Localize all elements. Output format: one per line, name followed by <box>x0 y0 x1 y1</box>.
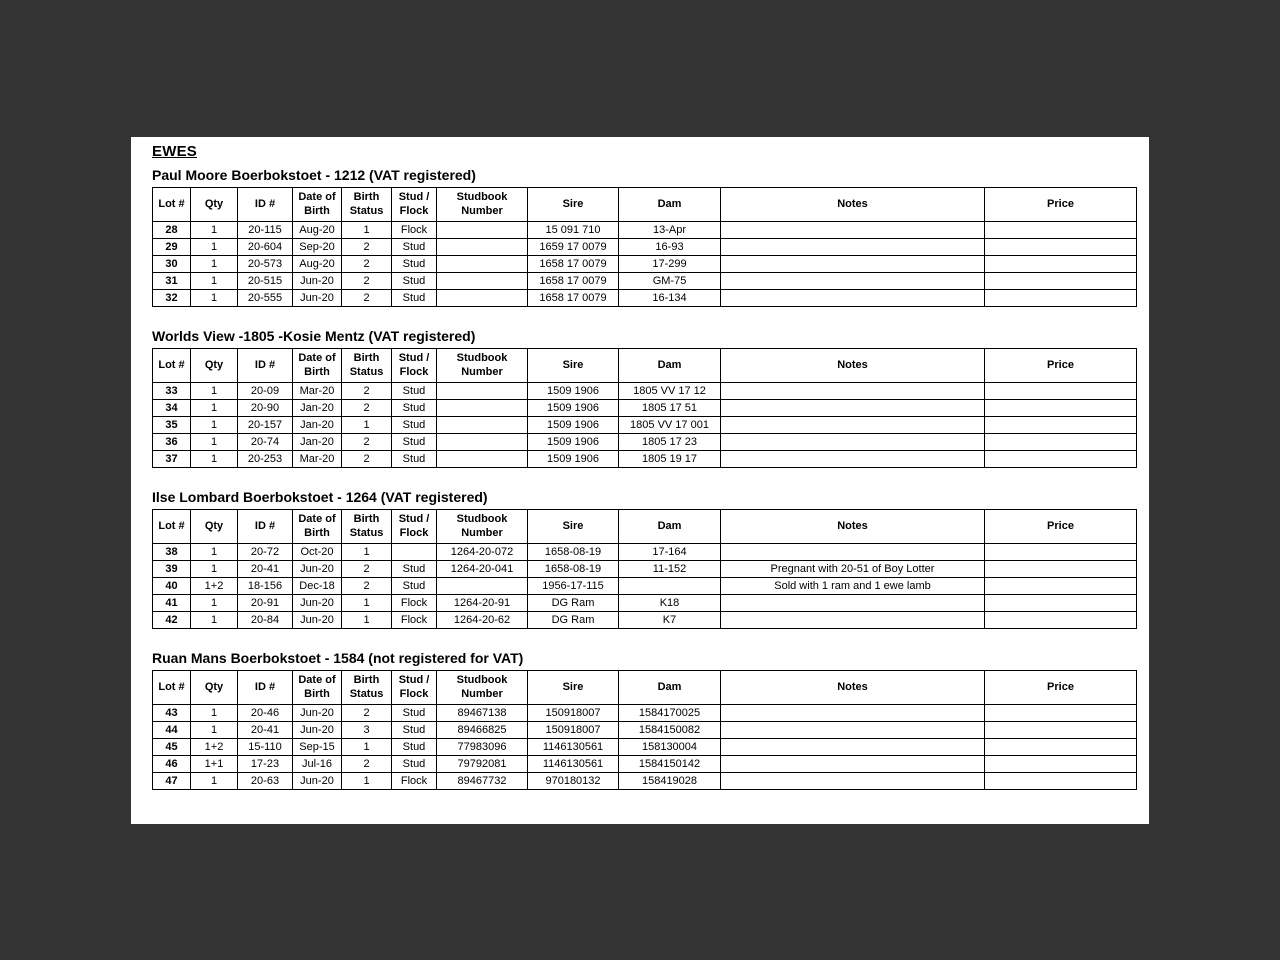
cell-id: 20-74 <box>238 434 293 451</box>
column-header-id: ID # <box>238 510 293 544</box>
cell-birth-status: 2 <box>342 561 392 578</box>
lot-table <box>152 670 1137 790</box>
cell-qty: 1+1 <box>191 756 238 773</box>
column-header-price: Price <box>985 188 1137 222</box>
cell-notes <box>721 739 985 756</box>
cell-lot: 41 <box>153 595 191 612</box>
column-header-stud-flock: Stud / Flock <box>392 510 437 544</box>
cell-notes <box>721 383 985 400</box>
column-header-birth-status: Birth Status <box>342 671 392 705</box>
cell-notes <box>721 290 985 307</box>
cell-dob: Jun-20 <box>293 290 342 307</box>
cell-price <box>985 773 1137 790</box>
cell-studbook: 1264-20-041 <box>437 561 528 578</box>
cell-notes: Sold with 1 ram and 1 ewe lamb <box>721 578 985 595</box>
column-header-qty: Qty <box>191 671 238 705</box>
cell-id: 20-63 <box>238 773 293 790</box>
cell-notes: Pregnant with 20-51 of Boy Lotter <box>721 561 985 578</box>
cell-notes <box>721 256 985 273</box>
cell-notes <box>721 722 985 739</box>
cell-qty: 1 <box>191 222 238 239</box>
cell-sire: DG Ram <box>528 595 619 612</box>
cell-lot: 34 <box>153 400 191 417</box>
column-header-notes: Notes <box>721 188 985 222</box>
cell-dam: K18 <box>619 595 721 612</box>
cell-price <box>985 417 1137 434</box>
column-header-lot: Lot # <box>153 671 191 705</box>
cell-dob: Aug-20 <box>293 256 342 273</box>
cell-birth-status: 1 <box>342 739 392 756</box>
cell-dob: Jul-16 <box>293 756 342 773</box>
cell-birth-status: 2 <box>342 578 392 595</box>
cell-notes <box>721 239 985 256</box>
cell-dob: Mar-20 <box>293 451 342 468</box>
cell-stud-flock: Stud <box>392 451 437 468</box>
cell-qty: 1 <box>191 612 238 629</box>
cell-price <box>985 722 1137 739</box>
cell-id: 20-90 <box>238 400 293 417</box>
cell-studbook <box>437 417 528 434</box>
page-title: EWES <box>152 143 197 160</box>
cell-birth-status: 2 <box>342 290 392 307</box>
cell-qty: 1 <box>191 239 238 256</box>
cell-lot: 36 <box>153 434 191 451</box>
cell-dam: K7 <box>619 612 721 629</box>
cell-price <box>985 256 1137 273</box>
cell-sire: 15 091 710 <box>528 222 619 239</box>
column-header-sire: Sire <box>528 188 619 222</box>
cell-id: 20-84 <box>238 612 293 629</box>
cell-dam: 1805 VV 17 001 <box>619 417 721 434</box>
cell-dam: 1805 17 51 <box>619 400 721 417</box>
cell-qty: 1 <box>191 400 238 417</box>
cell-sire: 150918007 <box>528 705 619 722</box>
column-header-id: ID # <box>238 671 293 705</box>
cell-dob: Dec-18 <box>293 578 342 595</box>
cell-dam: 17-164 <box>619 544 721 561</box>
column-header-lot: Lot # <box>153 349 191 383</box>
cell-price <box>985 561 1137 578</box>
column-header-id: ID # <box>238 349 293 383</box>
cell-studbook <box>437 256 528 273</box>
cell-price <box>985 612 1137 629</box>
cell-birth-status: 1 <box>342 595 392 612</box>
cell-lot: 37 <box>153 451 191 468</box>
cell-price <box>985 239 1137 256</box>
table-row <box>153 383 1137 400</box>
cell-notes <box>721 417 985 434</box>
cell-id: 20-41 <box>238 561 293 578</box>
cell-dob: Sep-15 <box>293 739 342 756</box>
column-header-dam: Dam <box>619 188 721 222</box>
cell-birth-status: 1 <box>342 612 392 629</box>
cell-id: 20-115 <box>238 222 293 239</box>
cell-qty: 1 <box>191 383 238 400</box>
cell-id: 20-72 <box>238 544 293 561</box>
cell-id: 20-41 <box>238 722 293 739</box>
column-header-birth-status: Birth Status <box>342 349 392 383</box>
table-row <box>153 222 1137 239</box>
cell-dob: Jun-20 <box>293 561 342 578</box>
cell-birth-status: 2 <box>342 273 392 290</box>
cell-qty: 1+2 <box>191 739 238 756</box>
cell-qty: 1 <box>191 290 238 307</box>
section-title: Ruan Mans Boerbokstoet - 1584 (not registered for VAT) <box>152 650 524 666</box>
cell-dob: Oct-20 <box>293 544 342 561</box>
cell-lot: 30 <box>153 256 191 273</box>
cell-dob: Jun-20 <box>293 722 342 739</box>
cell-stud-flock: Stud <box>392 561 437 578</box>
cell-qty: 1 <box>191 705 238 722</box>
cell-dob: Jun-20 <box>293 612 342 629</box>
column-header-sire: Sire <box>528 349 619 383</box>
cell-id: 15-110 <box>238 739 293 756</box>
cell-studbook: 1264-20-072 <box>437 544 528 561</box>
sections-container <box>152 168 1136 790</box>
cell-lot: 45 <box>153 739 191 756</box>
cell-studbook: 89466825 <box>437 722 528 739</box>
column-header-studbook: Studbook Number <box>437 349 528 383</box>
column-header-qty: Qty <box>191 188 238 222</box>
cell-notes <box>721 705 985 722</box>
cell-studbook: 89467138 <box>437 705 528 722</box>
cell-lot: 46 <box>153 756 191 773</box>
cell-lot: 47 <box>153 773 191 790</box>
cell-dam: 13-Apr <box>619 222 721 239</box>
cell-sire: 1658-08-19 <box>528 544 619 561</box>
cell-dob: Aug-20 <box>293 222 342 239</box>
cell-studbook: 1264-20-62 <box>437 612 528 629</box>
cell-stud-flock: Stud <box>392 417 437 434</box>
cell-price <box>985 434 1137 451</box>
column-header-notes: Notes <box>721 671 985 705</box>
cell-dob: Jun-20 <box>293 273 342 290</box>
cell-qty: 1 <box>191 256 238 273</box>
cell-dam: 1805 19 17 <box>619 451 721 468</box>
column-header-dam: Dam <box>619 510 721 544</box>
column-header-lot: Lot # <box>153 188 191 222</box>
cell-studbook: 89467732 <box>437 773 528 790</box>
cell-stud-flock: Stud <box>392 756 437 773</box>
column-header-dob: Date of Birth <box>293 188 342 222</box>
cell-studbook <box>437 578 528 595</box>
cell-birth-status: 1 <box>342 773 392 790</box>
cell-lot: 39 <box>153 561 191 578</box>
column-header-notes: Notes <box>721 349 985 383</box>
lot-table <box>152 509 1137 629</box>
cell-stud-flock: Stud <box>392 400 437 417</box>
cell-qty: 1+2 <box>191 578 238 595</box>
header-row <box>153 510 1137 544</box>
cell-stud-flock: Stud <box>392 256 437 273</box>
column-header-stud-flock: Stud / Flock <box>392 188 437 222</box>
cell-id: 20-253 <box>238 451 293 468</box>
table-row <box>153 773 1137 790</box>
cell-price <box>985 595 1137 612</box>
cell-dob: Jan-20 <box>293 417 342 434</box>
cell-studbook <box>437 383 528 400</box>
cell-price <box>985 273 1137 290</box>
header-row <box>153 188 1137 222</box>
cell-dob: Jan-20 <box>293 434 342 451</box>
cell-stud-flock: Stud <box>392 383 437 400</box>
cell-dam: 158419028 <box>619 773 721 790</box>
cell-birth-status: 1 <box>342 544 392 561</box>
cell-studbook <box>437 400 528 417</box>
cell-sire: 1146130561 <box>528 739 619 756</box>
table-row <box>153 705 1137 722</box>
cell-birth-status: 3 <box>342 722 392 739</box>
cell-birth-status: 2 <box>342 451 392 468</box>
cell-birth-status: 2 <box>342 256 392 273</box>
cell-studbook <box>437 434 528 451</box>
cell-price <box>985 739 1137 756</box>
cell-sire: 1509 1906 <box>528 451 619 468</box>
cell-sire: 1658 17 0079 <box>528 290 619 307</box>
column-header-dam: Dam <box>619 671 721 705</box>
section-title: Paul Moore Boerbokstoet - 1212 (VAT registered) <box>152 167 476 183</box>
column-header-notes: Notes <box>721 510 985 544</box>
cell-dam <box>619 578 721 595</box>
table-row <box>153 417 1137 434</box>
cell-lot: 43 <box>153 705 191 722</box>
cell-qty: 1 <box>191 417 238 434</box>
table-row <box>153 451 1137 468</box>
column-header-dob: Date of Birth <box>293 671 342 705</box>
cell-studbook <box>437 290 528 307</box>
cell-notes <box>721 222 985 239</box>
table-row <box>153 239 1137 256</box>
lot-table <box>152 348 1137 468</box>
cell-id: 20-09 <box>238 383 293 400</box>
cell-studbook: 77983096 <box>437 739 528 756</box>
column-header-qty: Qty <box>191 349 238 383</box>
cell-price <box>985 705 1137 722</box>
cell-sire: 1658-08-19 <box>528 561 619 578</box>
cell-dam: 158130004 <box>619 739 721 756</box>
cell-sire: 970180132 <box>528 773 619 790</box>
cell-dob: Jan-20 <box>293 400 342 417</box>
cell-birth-status: 2 <box>342 400 392 417</box>
cell-lot: 32 <box>153 290 191 307</box>
cell-notes <box>721 451 985 468</box>
section-title: Ilse Lombard Boerbokstoet - 1264 (VAT registered) <box>152 489 488 505</box>
table-row <box>153 612 1137 629</box>
table-row <box>153 578 1137 595</box>
document-page <box>131 137 1149 824</box>
cell-price <box>985 400 1137 417</box>
table-row <box>153 400 1137 417</box>
cell-studbook <box>437 273 528 290</box>
cell-sire: 1509 1906 <box>528 417 619 434</box>
column-header-price: Price <box>985 510 1137 544</box>
cell-qty: 1 <box>191 544 238 561</box>
cell-lot: 31 <box>153 273 191 290</box>
cell-stud-flock: Stud <box>392 739 437 756</box>
cell-sire: DG Ram <box>528 612 619 629</box>
cell-id: 20-604 <box>238 239 293 256</box>
cell-dob: Jun-20 <box>293 773 342 790</box>
cell-qty: 1 <box>191 595 238 612</box>
cell-sire: 1956-17-115 <box>528 578 619 595</box>
header-row <box>153 349 1137 383</box>
cell-studbook <box>437 451 528 468</box>
cell-stud-flock: Flock <box>392 612 437 629</box>
cell-dam: 1584170025 <box>619 705 721 722</box>
cell-notes <box>721 434 985 451</box>
cell-id: 20-515 <box>238 273 293 290</box>
column-header-stud-flock: Stud / Flock <box>392 349 437 383</box>
cell-dam: 1584150082 <box>619 722 721 739</box>
cell-stud-flock: Stud <box>392 239 437 256</box>
cell-stud-flock: Flock <box>392 595 437 612</box>
cell-stud-flock: Stud <box>392 705 437 722</box>
cell-notes <box>721 773 985 790</box>
table-row <box>153 756 1137 773</box>
cell-qty: 1 <box>191 773 238 790</box>
cell-price <box>985 290 1137 307</box>
cell-stud-flock: Stud <box>392 578 437 595</box>
cell-id: 20-46 <box>238 705 293 722</box>
cell-price <box>985 451 1137 468</box>
column-header-lot: Lot # <box>153 510 191 544</box>
cell-dam: 16-134 <box>619 290 721 307</box>
column-header-stud-flock: Stud / Flock <box>392 671 437 705</box>
cell-stud-flock: Flock <box>392 773 437 790</box>
column-header-price: Price <box>985 671 1137 705</box>
column-header-sire: Sire <box>528 671 619 705</box>
cell-stud-flock: Flock <box>392 222 437 239</box>
cell-notes <box>721 544 985 561</box>
cell-lot: 44 <box>153 722 191 739</box>
cell-notes <box>721 595 985 612</box>
cell-sire: 1658 17 0079 <box>528 273 619 290</box>
cell-sire: 1509 1906 <box>528 400 619 417</box>
cell-dam: 1805 VV 17 12 <box>619 383 721 400</box>
cell-birth-status: 1 <box>342 417 392 434</box>
cell-stud-flock: Stud <box>392 722 437 739</box>
cell-birth-status: 2 <box>342 756 392 773</box>
cell-notes <box>721 400 985 417</box>
cell-dob: Jun-20 <box>293 595 342 612</box>
cell-lot: 29 <box>153 239 191 256</box>
cell-sire: 150918007 <box>528 722 619 739</box>
lot-table <box>152 187 1137 307</box>
cell-id: 20-573 <box>238 256 293 273</box>
cell-price <box>985 756 1137 773</box>
cell-birth-status: 2 <box>342 434 392 451</box>
cell-dam: 1805 17 23 <box>619 434 721 451</box>
cell-qty: 1 <box>191 722 238 739</box>
table-row <box>153 273 1137 290</box>
cell-qty: 1 <box>191 561 238 578</box>
cell-stud-flock: Stud <box>392 273 437 290</box>
section-title: Worlds View -1805 -Kosie Mentz (VAT registered) <box>152 328 476 344</box>
column-header-birth-status: Birth Status <box>342 510 392 544</box>
column-header-dob: Date of Birth <box>293 349 342 383</box>
cell-id: 17-23 <box>238 756 293 773</box>
cell-dob: Jun-20 <box>293 705 342 722</box>
table-row <box>153 739 1137 756</box>
column-header-studbook: Studbook Number <box>437 671 528 705</box>
cell-lot: 33 <box>153 383 191 400</box>
cell-lot: 28 <box>153 222 191 239</box>
column-header-studbook: Studbook Number <box>437 188 528 222</box>
cell-dam: 11-152 <box>619 561 721 578</box>
cell-id: 20-91 <box>238 595 293 612</box>
cell-dam: 16-93 <box>619 239 721 256</box>
cell-notes <box>721 756 985 773</box>
cell-birth-status: 2 <box>342 705 392 722</box>
column-header-sire: Sire <box>528 510 619 544</box>
cell-birth-status: 2 <box>342 239 392 256</box>
column-header-id: ID # <box>238 188 293 222</box>
cell-dob: Mar-20 <box>293 383 342 400</box>
cell-id: 20-157 <box>238 417 293 434</box>
cell-dam: GM-75 <box>619 273 721 290</box>
cell-birth-status: 2 <box>342 383 392 400</box>
cell-qty: 1 <box>191 434 238 451</box>
cell-dam: 17-299 <box>619 256 721 273</box>
table-row <box>153 434 1137 451</box>
table-row <box>153 595 1137 612</box>
cell-lot: 40 <box>153 578 191 595</box>
cell-qty: 1 <box>191 273 238 290</box>
cell-sire: 1146130561 <box>528 756 619 773</box>
column-header-qty: Qty <box>191 510 238 544</box>
cell-price <box>985 222 1137 239</box>
column-header-studbook: Studbook Number <box>437 510 528 544</box>
column-header-birth-status: Birth Status <box>342 188 392 222</box>
table-row <box>153 256 1137 273</box>
cell-price <box>985 383 1137 400</box>
table-row <box>153 290 1137 307</box>
cell-lot: 35 <box>153 417 191 434</box>
cell-studbook: 1264-20-91 <box>437 595 528 612</box>
column-header-price: Price <box>985 349 1137 383</box>
column-header-dob: Date of Birth <box>293 510 342 544</box>
cell-price <box>985 544 1137 561</box>
cell-studbook: 79792081 <box>437 756 528 773</box>
cell-sire: 1509 1906 <box>528 434 619 451</box>
cell-sire: 1509 1906 <box>528 383 619 400</box>
cell-sire: 1659 17 0079 <box>528 239 619 256</box>
cell-notes <box>721 612 985 629</box>
cell-birth-status: 1 <box>342 222 392 239</box>
cell-lot: 38 <box>153 544 191 561</box>
cell-dam: 1584150142 <box>619 756 721 773</box>
cell-price <box>985 578 1137 595</box>
cell-id: 20-555 <box>238 290 293 307</box>
cell-studbook <box>437 239 528 256</box>
column-header-dam: Dam <box>619 349 721 383</box>
table-row <box>153 544 1137 561</box>
cell-dob: Sep-20 <box>293 239 342 256</box>
cell-stud-flock <box>392 544 437 561</box>
cell-stud-flock: Stud <box>392 434 437 451</box>
cell-stud-flock: Stud <box>392 290 437 307</box>
table-row <box>153 722 1137 739</box>
cell-qty: 1 <box>191 451 238 468</box>
cell-lot: 42 <box>153 612 191 629</box>
table-row <box>153 561 1137 578</box>
cell-studbook <box>437 222 528 239</box>
header-row <box>153 671 1137 705</box>
cell-notes <box>721 273 985 290</box>
cell-sire: 1658 17 0079 <box>528 256 619 273</box>
cell-id: 18-156 <box>238 578 293 595</box>
